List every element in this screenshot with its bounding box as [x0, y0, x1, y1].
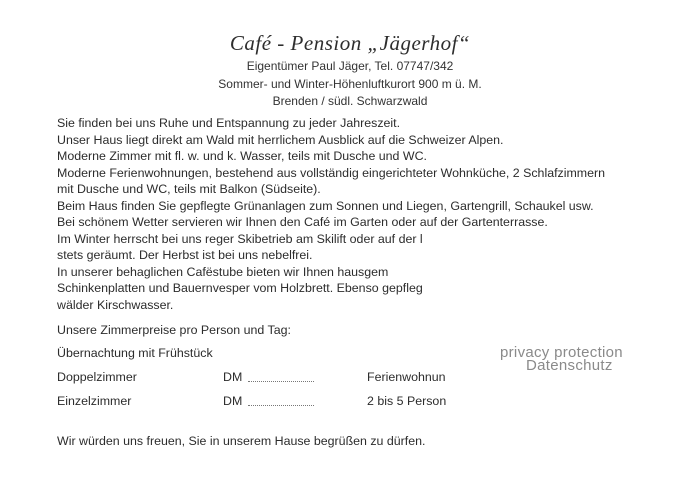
- breakfast-label: Übernachtung mit Frühstück: [57, 346, 213, 360]
- watermark-privacy: privacy protection: [500, 344, 623, 361]
- pension-title: Café - Pension „Jägerhof“: [229, 31, 471, 55]
- body-line: In unserer behaglichen Cafëstube bieten wir Ihnen hausgem: [57, 264, 389, 279]
- single-room-currency: DM: [223, 394, 243, 408]
- resort-line: Sommer- und Winter-Höhenluftkurort 900 m ü. M.: [218, 77, 482, 91]
- closing-line: Wir würden uns freuen, Sie in unserem Hause begrüßen zu dürfen.: [57, 434, 426, 448]
- body-line: Moderne Ferienwohnungen, bestehend aus vollständig eingerichteter Wohnküche, 2 Schlafzimmern: [57, 165, 606, 180]
- body-line: stets geräumt. Der Herbst ist bei uns nebelfrei.: [57, 248, 313, 262]
- apartment-label: Ferienwohnun: [367, 370, 446, 384]
- body-line: Moderne Zimmer mit fl. w. und k. Wasser, teils mit Dusche und WC.: [57, 149, 427, 163]
- single-room-label: Einzelzimmer: [57, 394, 132, 408]
- location-line: Brenden / südl. Schwarzwald: [272, 94, 428, 108]
- body-line: mit Dusche und WC, teils mit Balkon (Südseite).: [57, 182, 321, 196]
- double-room-price-blank: [248, 381, 314, 382]
- persons-label: 2 bis 5 Person: [367, 394, 447, 408]
- prices-heading: Unsere Zimmerpreise pro Person und Tag:: [57, 323, 291, 337]
- body-line: wälder Kirschwasser.: [57, 297, 174, 312]
- body-line: Unser Haus liegt direkt am Wald mit herrlichem Ausblick auf die Schweizer Alpen.: [57, 132, 504, 147]
- double-room-currency: DM: [223, 370, 243, 384]
- body-line: Schinkenplatten und Bauernvesper vom Holzbrett. Ebenso gepfleg: [57, 281, 423, 295]
- body-line: Im Winter herrscht bei uns reger Skibetrieb am Skilift oder auf der l: [57, 231, 423, 246]
- body-line: Bei schönem Wetter servieren wir Ihnen den Café im Garten oder auf der Gartenterrasse.: [57, 215, 548, 229]
- body-line: Sie finden bei uns Ruhe und Entspannung zu jeder Jahreszeit.: [57, 116, 401, 130]
- watermark-datenschutz: Datenschutz: [526, 357, 613, 374]
- single-room-price-blank: [248, 405, 314, 406]
- owner-line: Eigentümer Paul Jäger, Tel. 07747/342: [246, 59, 454, 73]
- body-line: Beim Haus finden Sie gepflegte Grünanlagen zum Sonnen und Liegen, Gartengrill, Schaukel usw.: [57, 198, 594, 213]
- description-paragraph: [57, 115, 647, 313]
- double-room-label: Doppelzimmer: [57, 370, 137, 384]
